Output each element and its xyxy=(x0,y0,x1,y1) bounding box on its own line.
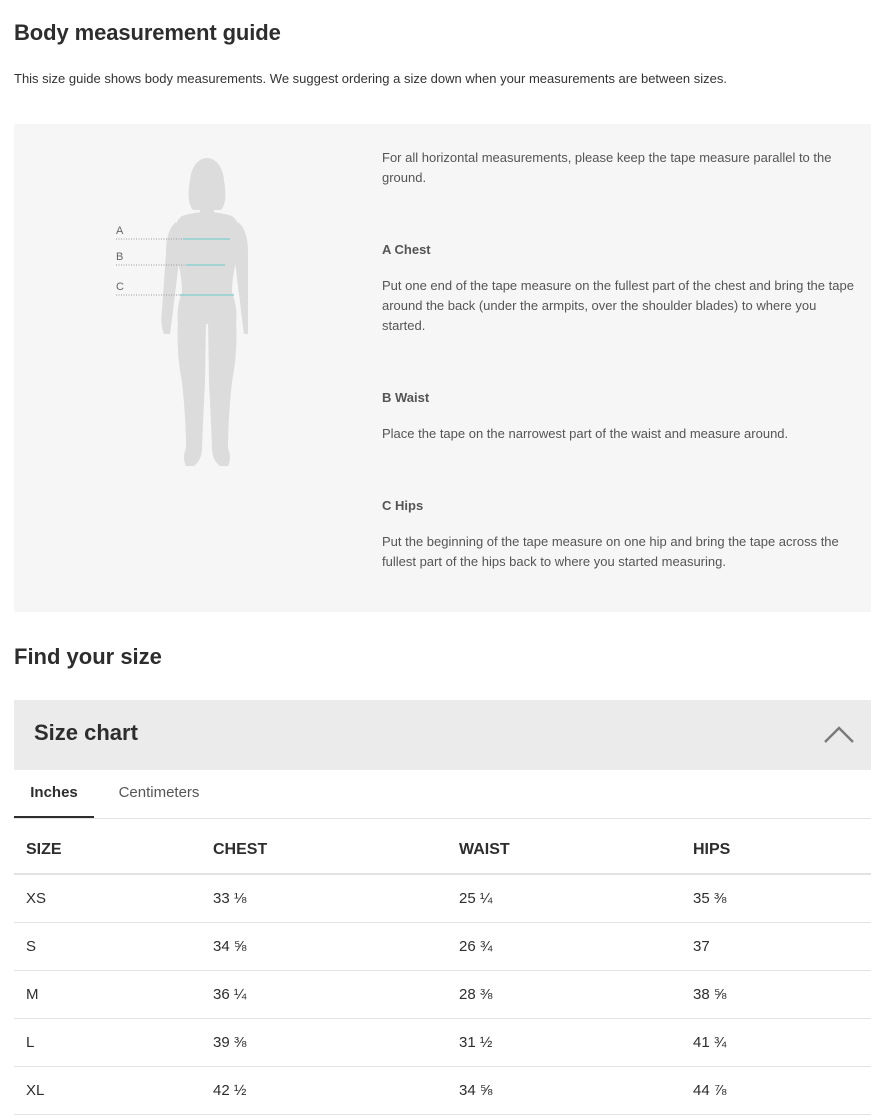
cell-hips: 38 ⅝ xyxy=(681,971,871,1019)
table-row xyxy=(14,923,871,971)
cell-size: XS xyxy=(14,874,201,923)
table-row xyxy=(14,1067,871,1115)
general-note: For all horizontal measurements, please keep the tape measure parallel to the ground. xyxy=(382,150,832,185)
cell-size: M xyxy=(14,971,201,1019)
cell-hips: 41 ¾ xyxy=(681,1019,871,1067)
unit-tabs xyxy=(14,770,871,819)
cell-hips: 37 xyxy=(681,923,871,971)
hips-text: Put the beginning of the tape measure on one hip and bring the tape across the fullest part of the hips back to where you started measuring. xyxy=(382,534,839,569)
hips-heading: C Hips xyxy=(382,498,424,513)
cell-size: L xyxy=(14,1019,201,1067)
cell-chest: 39 ⅜ xyxy=(201,1019,447,1067)
cell-size: S xyxy=(14,923,201,971)
intro-text: This size guide shows body measurements. We suggest ordering a size down when your measurements are between sizes. xyxy=(14,71,727,86)
cell-chest: 36 ¼ xyxy=(201,971,447,1019)
page-title: Body measurement guide xyxy=(14,20,281,45)
size-chart-title: Size chart xyxy=(34,720,138,745)
tab-inches[interactable]: Inches xyxy=(14,770,94,818)
cell-hips: 35 ⅜ xyxy=(681,874,871,923)
chest-text: Put one end of the tape measure on the fullest part of the chest and bring the tape around the back (under the armpits, over the shoulder blades) to where you started. xyxy=(382,278,854,333)
tab-centimeters[interactable]: Centimeters xyxy=(118,784,200,801)
cell-waist: 28 ⅜ xyxy=(447,971,681,1019)
cell-hips: 44 ⅞ xyxy=(681,1067,871,1115)
table-row xyxy=(14,971,871,1019)
header-chest: CHEST xyxy=(201,826,447,874)
measurement-guide-panel xyxy=(14,124,871,612)
table-row xyxy=(14,874,871,923)
cell-chest: 34 ⅝ xyxy=(201,923,447,971)
cell-waist: 25 ¼ xyxy=(447,874,681,923)
header-size: SIZE xyxy=(14,826,201,874)
body-figure-illustration xyxy=(98,152,248,468)
size-chart-accordion-header[interactable] xyxy=(14,700,871,770)
cell-chest: 42 ½ xyxy=(201,1067,447,1115)
chest-heading: A Chest xyxy=(382,242,431,257)
waist-heading: B Waist xyxy=(382,390,430,405)
chevron-up-icon[interactable] xyxy=(823,724,855,744)
cell-chest: 33 ⅛ xyxy=(201,874,447,923)
cell-waist: 34 ⅝ xyxy=(447,1067,681,1115)
header-hips: HIPS xyxy=(681,826,871,874)
size-table xyxy=(14,826,871,1115)
cell-waist: 31 ½ xyxy=(447,1019,681,1067)
waist-text: Place the tape on the narrowest part of the waist and measure around. xyxy=(382,426,789,441)
label-a: A xyxy=(116,225,124,237)
table-header-row xyxy=(14,826,871,874)
table-row xyxy=(14,1019,871,1067)
header-waist: WAIST xyxy=(447,826,681,874)
label-b: B xyxy=(116,251,124,263)
label-c: C xyxy=(116,281,124,293)
cell-size: XL xyxy=(14,1067,201,1115)
cell-waist: 26 ¾ xyxy=(447,923,681,971)
find-size-title: Find your size xyxy=(14,644,162,669)
